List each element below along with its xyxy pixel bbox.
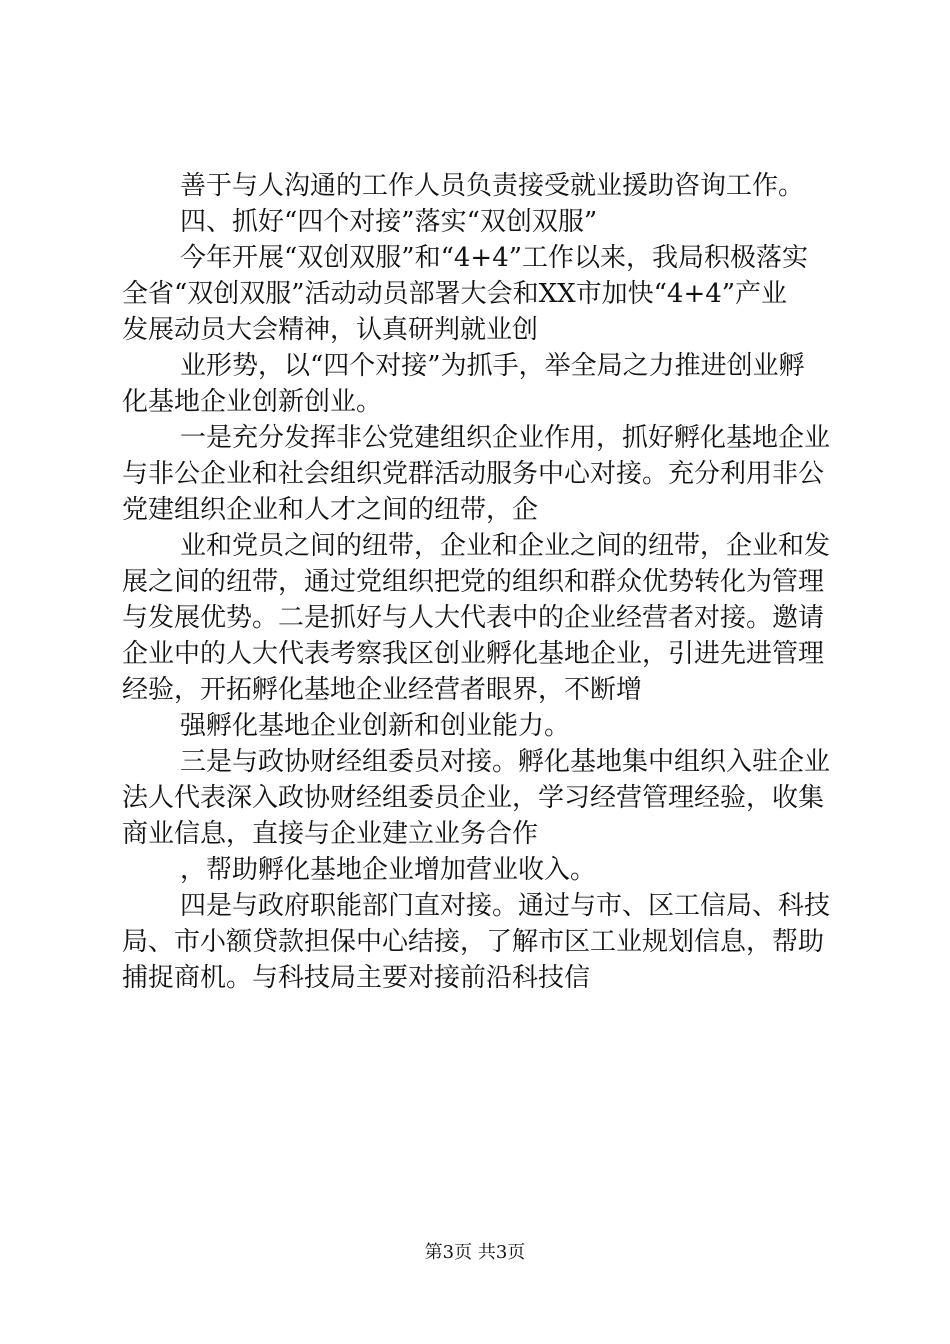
paragraph-line: 善于与人沟通的工作人员负责接受就业援助咨询工作。: [180, 171, 805, 201]
paragraph-line: 业和党员之间的纽带，企业和企业之间的纽带，企业和发: [180, 531, 831, 561]
paragraph-line: 党建组织企业和人才之间的纽带，企: [122, 495, 539, 525]
paragraph-line: 四是与政府职能部门直对接。通过与市、区工信局、科技: [180, 891, 831, 921]
paragraph-line: 法人代表深入政协财经组委员企业，学习经营管理经验，收集: [122, 783, 825, 813]
paragraph-line: 捕捉商机。与科技局主要对接前沿科技信: [122, 963, 591, 993]
paragraph-line: 今年开展“双创双服”和“4+4”工作以来，我局积极落实: [180, 243, 809, 273]
section-heading: 四、抓好“四个对接”落实“双创双服”: [180, 207, 598, 237]
paragraph-line: 三是与政协财经组委员对接。孵化基地集中组织入驻企业: [180, 747, 831, 777]
paragraph-line: 展之间的纽带，通过党组织把党的组织和群众优势转化为管理: [122, 567, 825, 597]
page-number: 第3页 共3页: [424, 1242, 526, 1263]
paragraph-line: 局、市小额贷款担保中心结接，了解市区工业规划信息，帮助: [122, 927, 825, 957]
paragraph-line: 化基地企业创新创业。: [122, 387, 383, 417]
paragraph-line: 全省“双创双服”活动动员部署大会和XX市加快“4+4”产业: [122, 279, 788, 309]
paragraph-line: 强孵化基地企业创新和创业能力。: [180, 711, 571, 741]
paragraph-line: 与发展优势。二是抓好与人大代表中的企业经营者对接。邀请: [122, 603, 825, 633]
paragraph-line: 业形势，以“四个对接”为抓手，举全局之力推进创业孵: [180, 351, 805, 381]
paragraph-line: ，帮助孵化基地企业增加营业收入。: [180, 855, 597, 885]
paragraph-line: 一是充分发挥非公党建组织企业作用，抓好孵化基地企业: [180, 423, 831, 453]
paragraph-line: 发展动员大会精神，认真研判就业创: [122, 315, 539, 345]
paragraph-line: 企业中的人大代表考察我区创业孵化基地企业，引进先进管理: [122, 639, 825, 669]
paragraph-line: 与非公企业和社会组织党群活动服务中心对接。充分利用非公: [122, 459, 825, 489]
paragraph-line: 商业信息，直接与企业建立业务合作: [122, 819, 539, 849]
paragraph-line: 经验，开拓孵化基地企业经营者眼界，不断增: [122, 675, 643, 705]
